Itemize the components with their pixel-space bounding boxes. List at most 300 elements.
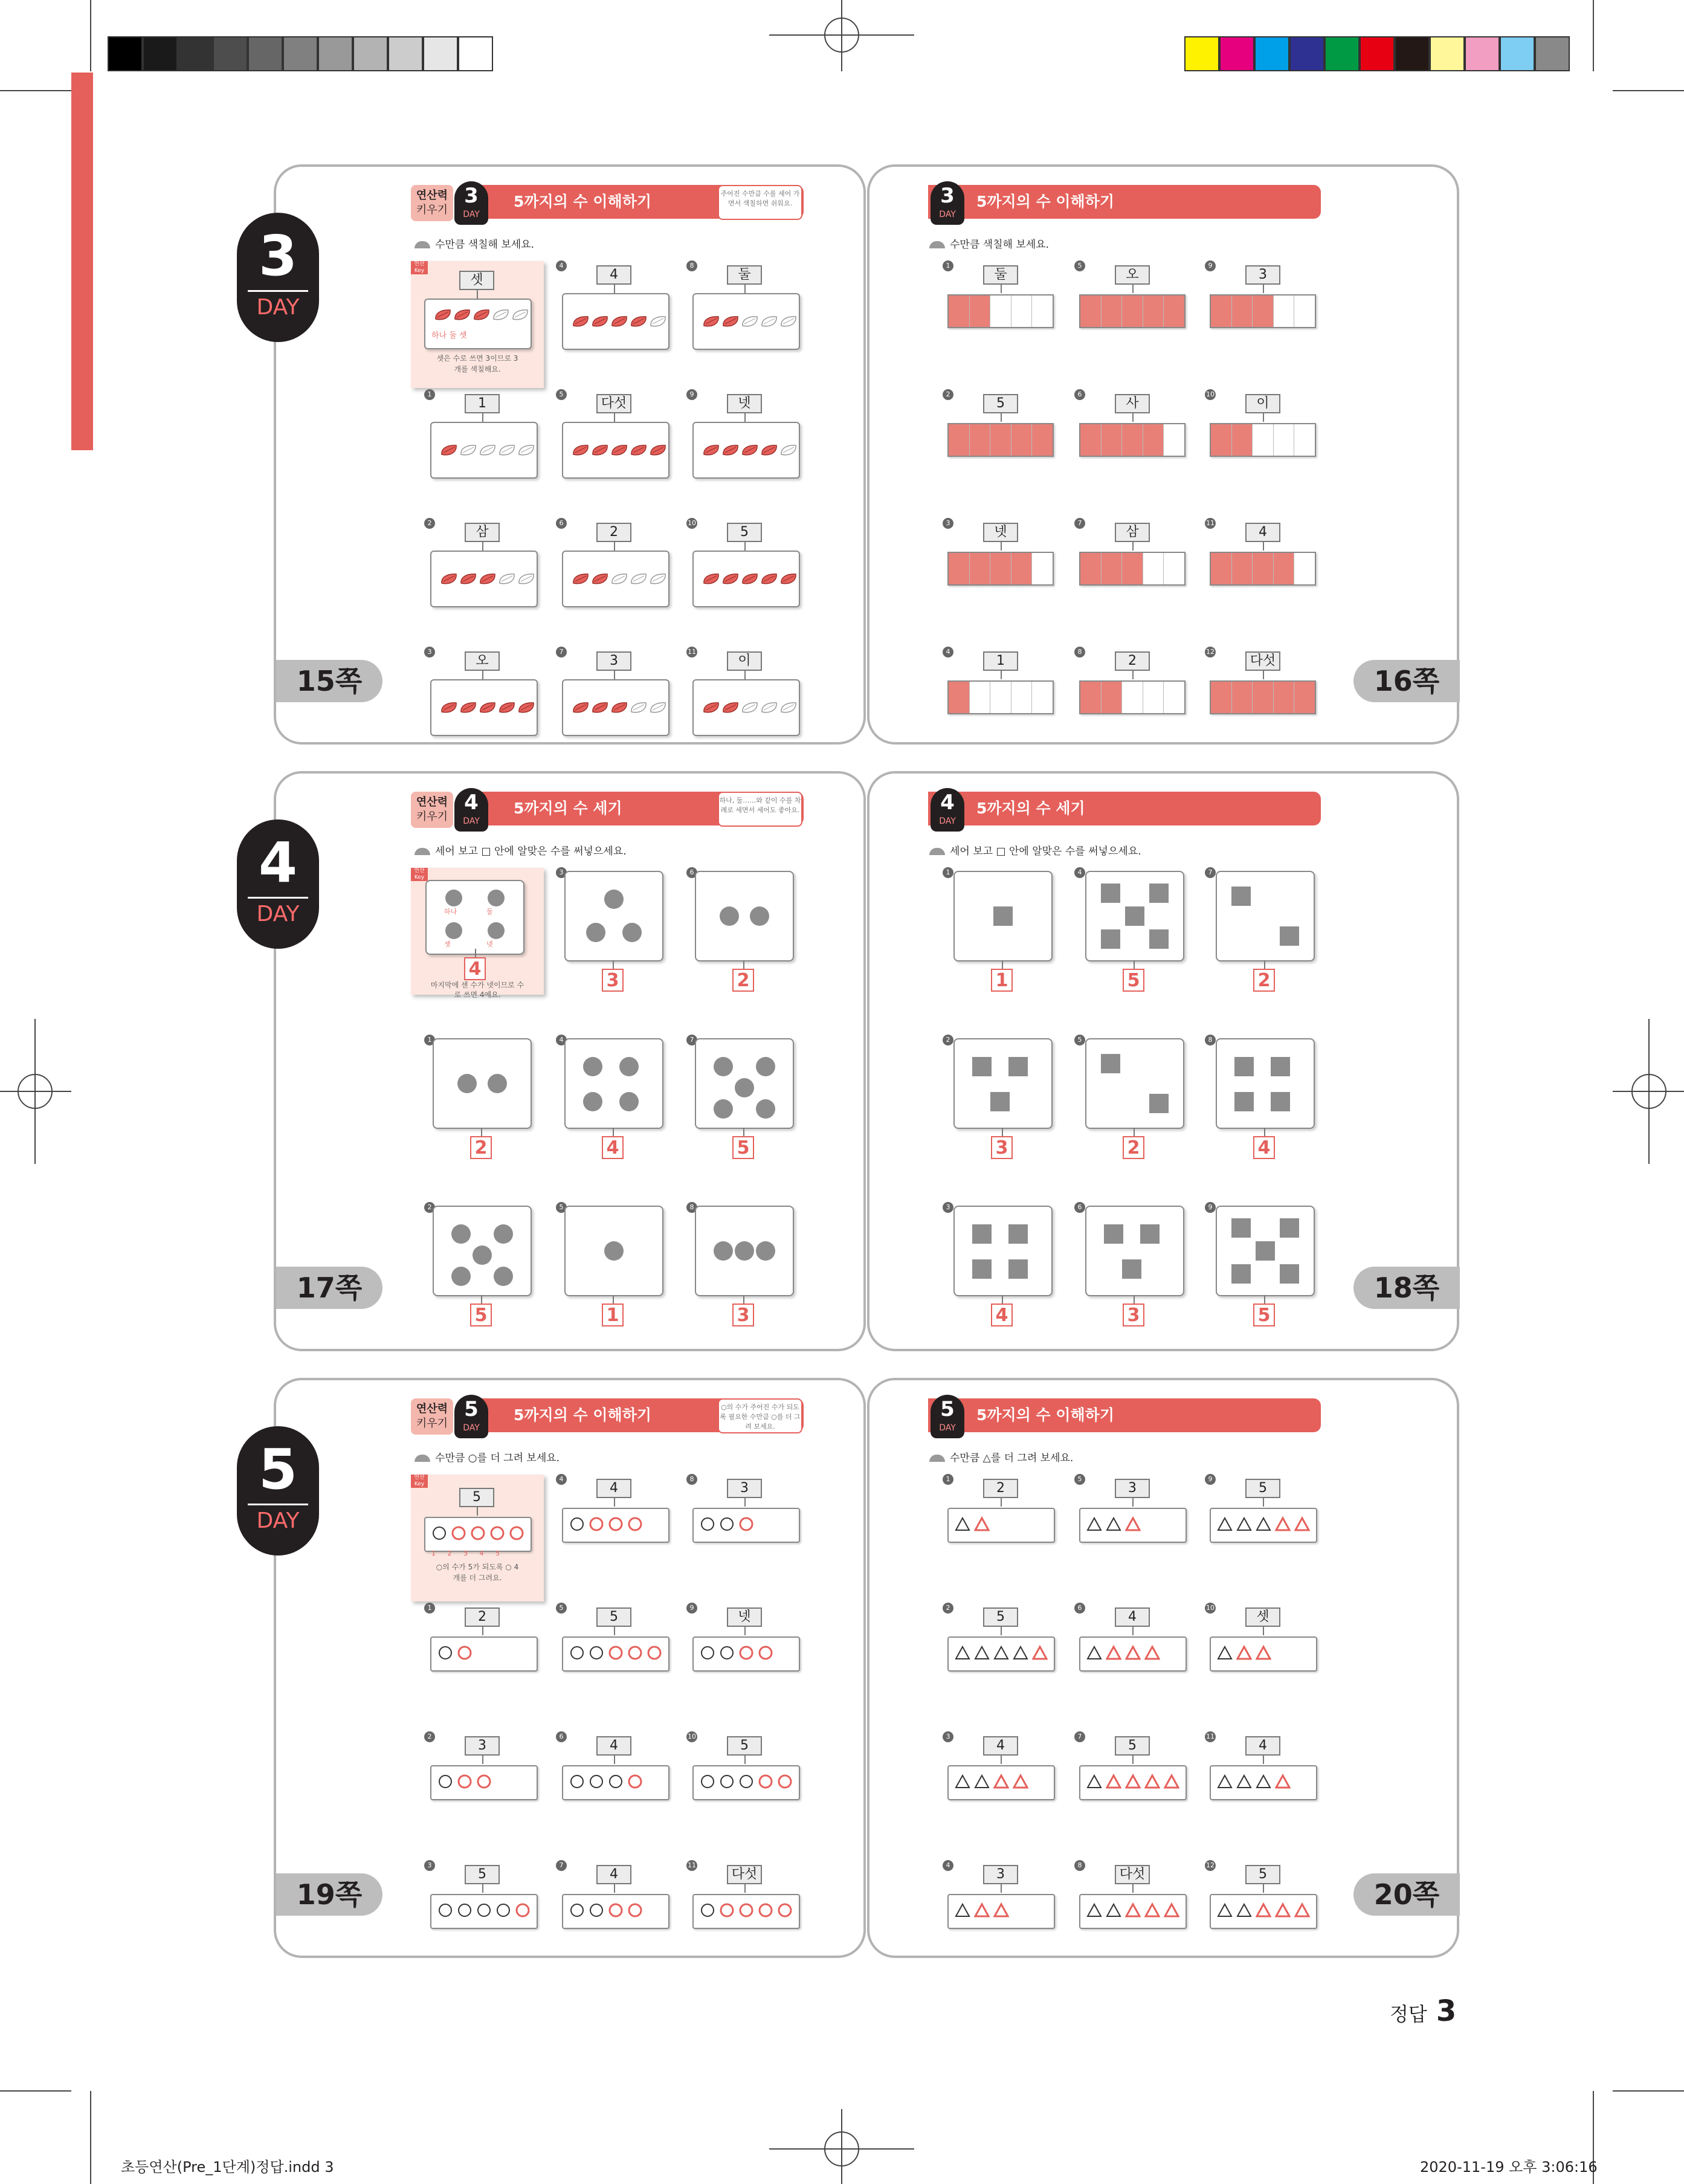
empty-potato-icon <box>630 701 648 714</box>
lesson-day-label: DAY <box>939 210 956 219</box>
circle-given-icon <box>569 1902 585 1918</box>
kiwoogi-line1: 연산력 <box>416 796 448 809</box>
dot-mark <box>583 1057 602 1076</box>
title-bar-right <box>928 185 1321 219</box>
filled-potato-icon <box>760 572 778 586</box>
filled-cell <box>1211 424 1232 456</box>
question-number: 12 <box>1205 647 1216 657</box>
dot-mark <box>473 1245 492 1265</box>
question-number: 5 <box>1074 1474 1085 1485</box>
circle-given-icon <box>608 1774 624 1789</box>
square-mark <box>1008 1259 1028 1279</box>
kiwoogi-line2: 키우기 <box>416 810 448 823</box>
question-number: 11 <box>686 1860 697 1871</box>
question-number: 1 <box>424 389 435 400</box>
empty-cell <box>970 682 991 713</box>
question-number: 8 <box>1074 647 1085 657</box>
key-badge: 연산 Key <box>411 868 428 881</box>
filled-potato-icon <box>572 701 590 714</box>
count-label: 5 <box>1245 1479 1280 1498</box>
count-label: 5 <box>727 523 762 542</box>
filled-potato-icon <box>741 572 759 586</box>
triangle-box <box>1210 1894 1317 1929</box>
filled-cell <box>1122 296 1143 327</box>
question-number: 6 <box>1074 1202 1085 1213</box>
filled-potato-icon <box>453 308 471 321</box>
filled-cell <box>949 296 970 327</box>
filled-potato-icon <box>702 701 720 714</box>
shape-row <box>955 1516 990 1532</box>
triangle-box <box>947 1508 1055 1543</box>
empty-potato-icon <box>760 315 778 328</box>
filled-cell <box>949 682 970 713</box>
lesson-day-number <box>931 1395 964 1438</box>
filled-potato-icon <box>779 572 798 586</box>
circle-given-icon <box>476 1902 492 1918</box>
lesson-day-label: DAY <box>463 1423 480 1433</box>
triangle-given-icon <box>955 1902 970 1918</box>
kiwoogi-tag <box>411 1398 453 1435</box>
question-number: 4 <box>943 1860 953 1871</box>
filled-potato-icon <box>572 315 590 328</box>
square-mark <box>1280 926 1299 946</box>
empty-potato-icon <box>498 444 516 457</box>
count-label: 5 <box>465 1865 500 1884</box>
triangle-given-icon <box>1256 1516 1271 1532</box>
question-number: 6 <box>556 518 567 529</box>
answer-box: 2 <box>732 969 754 992</box>
shape-row <box>1217 1516 1310 1532</box>
question-number: 8 <box>1074 1860 1085 1871</box>
triangle-given-icon <box>955 1645 970 1661</box>
question-number: 5 <box>556 389 567 400</box>
dot-mark <box>720 906 739 926</box>
day-badge <box>237 819 319 949</box>
count-label: 셋 <box>459 271 494 290</box>
count-label: 넷 <box>727 1607 762 1627</box>
filled-cell <box>1032 424 1053 456</box>
square-box <box>953 1206 1053 1296</box>
lesson-day-number <box>931 181 964 225</box>
empty-cell <box>1122 682 1143 713</box>
empty-potato-icon <box>649 701 667 714</box>
circle-drawn-icon <box>758 1902 773 1918</box>
potato-row <box>702 315 798 328</box>
triangle-drawn-icon <box>1106 1645 1121 1661</box>
dot-mark <box>622 923 642 942</box>
empty-potato-icon <box>779 701 798 714</box>
count-label: 다섯 <box>1115 1865 1150 1884</box>
shape-row <box>1086 1902 1179 1918</box>
filled-potato-icon <box>498 701 516 714</box>
count-label: 삼 <box>465 523 500 542</box>
dot-mark <box>445 890 462 906</box>
triangle-box <box>947 1894 1055 1929</box>
dot-box <box>695 871 794 961</box>
question-number: 2 <box>943 1603 953 1614</box>
dot-mark <box>735 1241 754 1261</box>
circle-box <box>692 1508 800 1543</box>
instruction: 세어 보고 □ 안에 알맞은 수를 써넣으세요. <box>929 842 1141 858</box>
lesson-day-digit: 5 <box>464 1397 479 1421</box>
page-footer <box>1390 1994 1468 2031</box>
day-label: DAY <box>256 902 300 926</box>
circle-given-icon <box>719 1774 735 1789</box>
count-label: 오 <box>465 651 500 671</box>
lesson-day-number <box>454 1395 488 1438</box>
dot-mark <box>619 1057 639 1076</box>
question-number: 10 <box>686 518 697 529</box>
question-number: 10 <box>686 1731 697 1742</box>
potato-row <box>702 444 798 457</box>
triangle-drawn-icon <box>1125 1902 1141 1918</box>
lesson-day-number <box>454 788 488 832</box>
circle-box <box>562 1765 669 1800</box>
shape-row <box>437 1774 492 1789</box>
shape-row <box>569 1516 643 1532</box>
potato-row <box>572 701 667 714</box>
lesson-title: 5까지의 수 세기 <box>514 800 622 817</box>
instruction: 수만큼 △를 더 그려 보세요. <box>929 1449 1073 1464</box>
potato-card <box>692 551 800 607</box>
count-label: 3 <box>465 1736 500 1756</box>
count-label: 4 <box>596 1479 631 1498</box>
square-mark <box>1234 1092 1254 1111</box>
empty-cell <box>1143 682 1164 713</box>
empty-cell <box>1032 553 1053 584</box>
count-label: 넷 <box>983 523 1018 542</box>
circle-drawn-icon <box>457 1645 473 1661</box>
filled-potato-icon <box>517 701 535 714</box>
count-label: 4 <box>1245 523 1280 542</box>
question-number: 9 <box>686 389 697 400</box>
example-ticks: 1 2 3 4 5 <box>431 1549 505 1557</box>
filled-cell <box>1274 682 1295 713</box>
empty-potato-icon <box>649 572 667 586</box>
fill-bar <box>947 294 1054 328</box>
answer-box: 2 <box>1253 969 1275 992</box>
empty-cell <box>1143 553 1164 584</box>
kiwoogi-line1: 연산력 <box>416 189 448 202</box>
empty-cell <box>1011 682 1033 713</box>
circle-box <box>562 1636 669 1672</box>
filled-cell <box>1143 296 1164 327</box>
kiwoogi-line2: 키우기 <box>416 204 448 216</box>
dot-mark <box>488 890 505 906</box>
circle-drawn-icon <box>589 1516 604 1532</box>
empty-cell <box>990 682 1011 713</box>
empty-potato-icon <box>459 444 477 457</box>
answer-box: 4 <box>464 957 486 980</box>
circle-drawn-icon <box>738 1645 754 1661</box>
triangle-given-icon <box>1256 1774 1271 1789</box>
answer-box: 3 <box>602 969 624 992</box>
triangle-given-icon <box>1236 1902 1252 1918</box>
triangle-drawn-icon <box>1294 1902 1310 1918</box>
empty-cell <box>1294 424 1315 456</box>
shape-row <box>700 1645 773 1661</box>
empty-potato-icon <box>492 308 510 321</box>
question-number: 4 <box>556 1035 567 1045</box>
instruction: 세어 보고 □ 안에 알맞은 수를 써넣으세요. <box>415 842 627 858</box>
triangle-drawn-icon <box>1032 1645 1048 1661</box>
count-label: 4 <box>1115 1607 1150 1627</box>
square-mark <box>1271 1057 1290 1076</box>
filled-cell <box>1011 553 1033 584</box>
count-label: 5 <box>459 1488 494 1507</box>
question-number: 1 <box>943 260 953 271</box>
potato-card <box>562 679 669 736</box>
shape-row <box>569 1774 643 1789</box>
empty-cell <box>990 296 1011 327</box>
filled-potato-icon <box>479 701 497 714</box>
answer-box: 5 <box>1253 1304 1275 1326</box>
filled-cell <box>1102 424 1123 456</box>
question-number: 12 <box>1205 1860 1216 1871</box>
dot-box <box>564 871 663 961</box>
count-word: 셋 <box>444 940 451 948</box>
fill-bar <box>1079 680 1186 714</box>
filled-cell <box>1122 424 1143 456</box>
square-mark <box>1122 1259 1141 1279</box>
triangle-given-icon <box>1013 1645 1028 1661</box>
footer-label: 정답 <box>1390 2003 1427 2026</box>
filled-cell <box>1102 296 1123 327</box>
day-label: DAY <box>256 295 300 320</box>
triangle-drawn-icon <box>1144 1645 1160 1661</box>
square-mark <box>1008 1057 1028 1076</box>
filled-potato-icon <box>459 572 477 586</box>
shape-row <box>1217 1774 1291 1789</box>
square-mark <box>1101 929 1120 949</box>
lesson-title: 5까지의 수 이해하기 <box>514 193 652 210</box>
count-label: 2 <box>1115 651 1150 671</box>
question-number: 2 <box>424 518 435 529</box>
empty-cell <box>1164 553 1184 584</box>
dot-mark <box>756 1099 775 1119</box>
empty-cell <box>1164 682 1184 713</box>
square-mark <box>1231 1218 1251 1238</box>
potato-card <box>562 422 669 479</box>
question-number: 1 <box>424 1603 435 1614</box>
filled-potato-icon <box>630 315 648 328</box>
triangle-given-icon <box>1217 1516 1233 1532</box>
example-text: ○의 수가 5가 되도록 ○ 4개를 더 그려요. <box>436 1563 519 1582</box>
question-number: 6 <box>1074 1603 1085 1614</box>
example-counts: 하나 둘 셋 <box>431 331 467 340</box>
potato-row <box>434 308 529 321</box>
triangle-drawn-icon <box>974 1516 990 1532</box>
question-number: 8 <box>686 1474 697 1485</box>
circle-given-icon <box>738 1774 754 1789</box>
triangle-box <box>1079 1636 1187 1672</box>
square-mark <box>1101 1054 1120 1073</box>
circle-drawn-icon <box>758 1645 773 1661</box>
potato-card <box>430 422 538 479</box>
count-label: 5 <box>1115 1736 1150 1756</box>
potato-row <box>572 315 667 328</box>
potato-row <box>702 701 798 714</box>
question-number: 3 <box>943 1202 953 1213</box>
shape-row <box>700 1516 754 1532</box>
triangle-given-icon <box>1106 1516 1121 1532</box>
triangle-drawn-icon <box>1125 1645 1141 1661</box>
shape-row <box>955 1902 1009 1918</box>
filled-cell <box>1102 553 1123 584</box>
answer-box: 2 <box>1123 1136 1144 1159</box>
filled-cell <box>1080 682 1102 713</box>
tip-note: 하나, 둘……와 같이 수를 차례로 세면서 세어도 좋아요. <box>718 792 802 827</box>
dot-box <box>564 1038 663 1129</box>
count-label: 3 <box>727 1479 762 1498</box>
filled-potato-icon <box>572 444 590 457</box>
square-mark <box>1008 1224 1028 1244</box>
count-label: 5 <box>983 394 1018 413</box>
filled-potato-icon <box>572 572 590 586</box>
question-number: 2 <box>424 1202 435 1213</box>
circle-box <box>430 1636 538 1672</box>
title-bar-right <box>928 792 1321 825</box>
filled-cell <box>970 296 991 327</box>
square-mark <box>1280 1218 1299 1238</box>
dot-mark <box>735 1078 754 1097</box>
instruction: 수만큼 색칠해 보세요. <box>415 236 534 251</box>
filled-cell <box>970 553 991 584</box>
question-number: 7 <box>556 1860 567 1871</box>
question-number: 2 <box>943 1035 953 1045</box>
example-block <box>411 1475 544 1601</box>
dot-box <box>695 1038 794 1129</box>
triangle-given-icon <box>1217 1774 1233 1789</box>
shape-row <box>955 1774 1028 1789</box>
lesson-title: 5까지의 수 세기 <box>976 800 1085 817</box>
dot-mark <box>604 1241 624 1261</box>
fill-bar <box>1079 552 1186 586</box>
tip-note: ○의 수가 주어진 수가 되도록 필요한 수만큼 ○를 더 그려 보세요. <box>718 1398 802 1433</box>
question-number: 4 <box>1074 867 1085 878</box>
circle-box <box>692 1636 800 1672</box>
question-number: 2 <box>943 389 953 400</box>
question-number: 10 <box>1205 1603 1216 1614</box>
question-number: 9 <box>1205 1202 1216 1213</box>
shape-row <box>431 1525 524 1541</box>
circle-given-icon <box>431 1525 447 1541</box>
question-number: 3 <box>943 518 953 529</box>
dot-mark <box>619 1092 639 1111</box>
circle-box <box>562 1894 669 1929</box>
circle-given-icon <box>700 1516 715 1532</box>
potato-card <box>692 293 800 350</box>
square-box <box>1085 1038 1184 1129</box>
dot-box <box>433 1206 532 1296</box>
count-label: 1 <box>983 651 1018 671</box>
dot-mark <box>451 1224 471 1244</box>
filled-potato-icon <box>721 444 740 457</box>
lesson-title: 5까지의 수 이해하기 <box>976 193 1115 210</box>
dot-mark <box>451 1267 471 1286</box>
triangle-given-icon <box>1217 1645 1233 1661</box>
count-label: 4 <box>983 1736 1018 1756</box>
answer-box: 2 <box>470 1136 492 1159</box>
lesson-day-digit: 3 <box>940 184 955 208</box>
filled-potato-icon <box>630 444 648 457</box>
example-block <box>411 261 544 388</box>
triangle-given-icon <box>955 1774 970 1789</box>
empty-potato-icon <box>517 572 535 586</box>
filled-cell <box>1164 296 1184 327</box>
filled-cell <box>1253 682 1274 713</box>
shape-row <box>1086 1774 1179 1789</box>
page-number-left: 19쪽 <box>276 1873 382 1916</box>
square-mark <box>1149 884 1169 903</box>
count-label: 4 <box>596 1865 631 1884</box>
square-mark <box>1231 1264 1251 1284</box>
count-label: 5 <box>1245 1865 1280 1884</box>
dot-mark <box>494 1267 513 1286</box>
filled-potato-icon <box>760 444 778 457</box>
count-label: 3 <box>983 1865 1018 1884</box>
square-mark <box>972 1224 992 1244</box>
filled-cell <box>1080 296 1102 327</box>
filled-cell <box>1211 682 1232 713</box>
filled-cell <box>990 424 1011 456</box>
count-word: 넷 <box>486 940 493 948</box>
filled-potato-icon <box>702 315 720 328</box>
triangle-drawn-icon <box>993 1902 1009 1918</box>
square-box <box>953 871 1053 961</box>
answer-box: 4 <box>1253 1136 1275 1159</box>
question-number: 10 <box>1205 389 1216 400</box>
fill-bar <box>1210 552 1316 586</box>
empty-cell <box>1294 553 1315 584</box>
square-mark <box>1149 929 1169 949</box>
circle-given-icon <box>437 1902 453 1918</box>
square-mark <box>993 906 1013 926</box>
circle-drawn-icon <box>608 1902 624 1918</box>
circle-drawn-icon <box>457 1774 473 1789</box>
question-number: 2 <box>424 1731 435 1742</box>
answer-box: 5 <box>470 1304 492 1326</box>
empty-potato-icon <box>498 572 516 586</box>
count-label: 1 <box>465 394 500 413</box>
circle-drawn-icon <box>719 1902 735 1918</box>
circle-drawn-icon <box>476 1774 492 1789</box>
question-number: 9 <box>686 1603 697 1614</box>
dot-mark <box>445 922 462 939</box>
triangle-given-icon <box>974 1774 990 1789</box>
circle-given-icon <box>589 1774 604 1789</box>
filled-cell <box>1232 682 1253 713</box>
empty-cell <box>1032 296 1053 327</box>
triangle-given-icon <box>1217 1902 1233 1918</box>
empty-cell <box>1253 424 1274 456</box>
shape-row <box>437 1902 531 1918</box>
day-divider <box>248 897 308 899</box>
dot-mark <box>583 1092 602 1111</box>
circle-given-icon <box>569 1774 585 1789</box>
circle-given-icon <box>700 1774 715 1789</box>
shape-row <box>1217 1645 1271 1661</box>
circle-drawn-icon <box>627 1902 643 1918</box>
shape-row <box>437 1645 473 1661</box>
page-number-right: 16쪽 <box>1353 660 1460 702</box>
filled-cell <box>949 553 970 584</box>
empty-potato-icon <box>479 444 497 457</box>
filled-potato-icon <box>473 308 491 321</box>
triangle-box <box>1079 1765 1187 1800</box>
triangle-drawn-icon <box>993 1774 1009 1789</box>
question-number: 6 <box>686 867 697 878</box>
